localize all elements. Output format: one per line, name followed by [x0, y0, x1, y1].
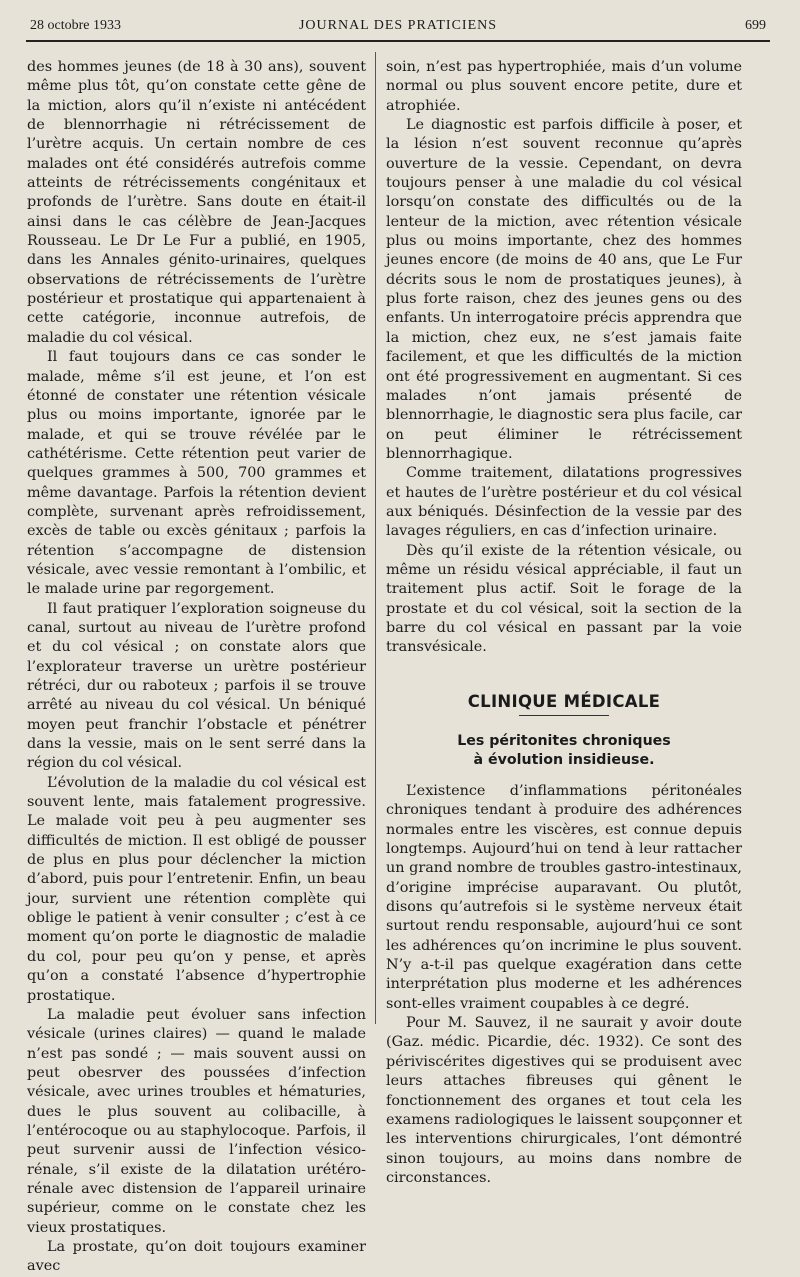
right-column — [386, 58, 742, 1188]
paragraph: Le diagnostic est parfois difficile à poser, et la lésion n’est souvent reconnue qu’après ouverture de la vessie. Cependant, on devra toujours penser à une maladie du col vésical lorsqu’on constate des difficultés ou de la lenteur de la miction, avec rétention vésicale plus ou moins importante, chez des hommes jeunes encore (de moins de 40 ans, que Le Fur décrits sous le nom de prostatiques jeunes), à plus forte raison, chez des jeunes gens ou des enfants. Un interrogatoire précis apprendra que la miction, chez eux, ne s’est jamais faite facilement, et que les difficultés de la miction ont été progressivement en augmentant. Si ces malades n’ont jamais présenté de blennorrhagie, le diagnostic sera plus facile, car on peut éliminer le rétrécissement blennorrhagique. — [386, 117, 742, 462]
left-column — [27, 58, 366, 1277]
paragraph: Comme traitement, dilatations progressives et hautes de l’urètre postérieur et du col vésical aux béniqués. Désinfection de la vessie par des lavages réguliers, en cas d’infection urinaire. — [386, 465, 742, 540]
paragraph: des hommes jeunes (de 18 à 30 ans), souvent même plus tôt, qu’on constate cette gêne de la miction, alors qu’il n’existe ni antécédent de blennorrhagie ni rétrécissement de l’urètre acquis. Un certain nombre de ces malades ont été considérés autrefois comme atteints de rétrécissements congénitaux et profonds de l’urètre. Sans doute en était-il ainsi dans le cas célèbre de Jean-Jacques Rousseau. Le Dr Le Fur a publié, en 1905, dans les Annales génito-urinaires, quelques observations de rétrécissements de l’urètre postérieur et prostatique qui appartenaient à cette catégorie, inconnue autrefois, de maladie du col vésical. — [27, 59, 366, 346]
article-title-line: Les péritonites chroniques — [457, 733, 671, 749]
paragraph: L’évolution de la maladie du col vésical est souvent lente, mais fatalement progressive. Le malade voit peu à peu augmenter ses difficultés de miction. Il est obligé de pousser de plus en plus pour déclencher la miction d’abord, puis pour l’entretenir. Enfin, un beau jour, survient une rétention complète qui oblige le patient à venir consulter ; c’est à ce moment qu’on porte le diagnostic de maladie du col, pour peu qu’on y pense, et après qu’on a constaté l’absence d’hypertrophie prostatique. — [27, 774, 366, 1004]
section-title: CLINIQUE MÉDICALE — [467, 691, 661, 711]
paragraph: Pour M. Sauvez, il ne saurait y avoir doute (Gaz. médic. Picardie, déc. 1932). Ce sont des périviscérites digestives qui se produisent avec leurs attaches fibreuses qui gênent le fonctionnement des organes et tout cela les examens radiologiques le laissent soupçonner et les interventions chirurgicales, l’ont démontré sinon toujours, au moins dans nombre de circonstances. — [386, 1015, 742, 1186]
paragraph: L’existence d’inflammations péritonéales chroniques tendant à produire des adhérences normales entre les viscères, est connue depuis longtemps. Aujourd’hui on tend à leur rattacher un grand nombre de troubles gastro-intestinaux, d’origine imprécise auparavant. Ou plutôt, disons qu’autrefois si le système nerveux était surtout rendu responsable, aujourd’hui ce sont les adhérences qu’on incrimine le plus souvent. N’y a-t-il pas quelque exagération dans cette interprétation plus moderne et les adhérences sont-elles vraiment coupables à ce degré. — [386, 783, 742, 1012]
spacer — [386, 770, 742, 782]
paragraph: Il faut pratiquer l’exploration soigneuse du canal, surtout au niveau de l’urètre profond et du col vésical ; on constate alors que l’explorateur traverse un urètre postérieur rétréci, dur ou raboteux ; parfois il se trouve arrêté au niveau du col vésical. Un béniqué moyen peut franchir l’obstacle et pénétrer dans la vessie, mais on le sent serré dans la région du col vésical. — [27, 600, 366, 772]
paragraph: soin, n’est pas hypertrophiée, mais d’un volume normal ou plus souvent encore petite, dure et atrophiée. — [386, 59, 742, 114]
article-title-line: à évolution insidieuse. — [473, 752, 655, 768]
issue-date: 28 octobre 1933 — [30, 18, 121, 33]
article-title — [386, 732, 742, 770]
paragraph: Il faut toujours dans ce cas sonder le malade, même s’il est jeune, et l’on est étonné de constater une rétention vésicale plus ou moins importante, ignorée par le malade, et qui se trouve révélée par le cathétérisme. Cette rétention peut varier de quelques grammes à 500, 700 grammes et même davantage. Parfois la rétention devient complète, survenant après refroidissement, excès de table ou excès génitaux ; parfois la rétention s’accompagne de distension vésicale, avec vessie remontant à l’ombilic, et le malade urine par regorgement. — [27, 349, 366, 598]
paragraph: La maladie peut évoluer sans infection vésicale (urines claires) — quand le malade n’est pas sondé ; — mais souvent aussi on peut obesrver des poussées d’infection vésicale, avec urines troubles et hématuries, dues le plus souvent au colibacille, à l’entérocoque ou au staphylocoque. Parfois, il peut survenir aussi de l’infection vésico-rénale, s’il existe de la dilatation urétéro-rénale avec distension de l’appareil urinaire supérieur, comme on le constate chez les vieux prostatiques. — [27, 1006, 366, 1236]
section-rule — [519, 715, 609, 716]
page-header — [30, 18, 766, 38]
paragraph: Dès qu’il existe de la rétention vésicale, ou même un résidu vésical appréciable, il faut un traitement plus actif. Soit le forage de la prostate et du col vésical, soit la section de la barre du col vésical en passant par la voie transvésicale. — [386, 542, 742, 656]
page-number: 699 — [745, 18, 766, 33]
journal-title: JOURNAL DES PRATICIENS — [298, 18, 498, 33]
column-divider — [375, 52, 376, 1024]
header-rule — [26, 40, 770, 42]
paragraph: La prostate, qu’on doit toujours examiner avec — [27, 1238, 366, 1275]
